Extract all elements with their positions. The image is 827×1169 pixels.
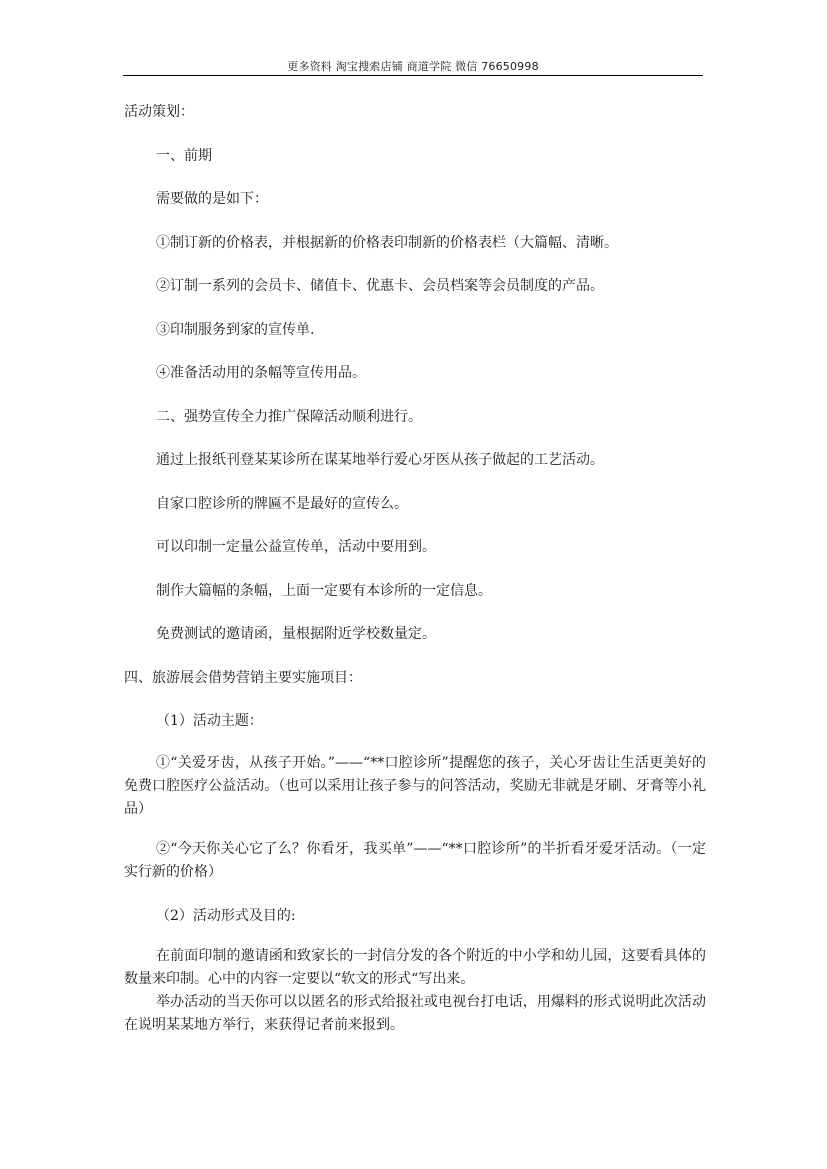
paragraph: 可以印制一定量公益宣传单，活动中要用到。 bbox=[156, 539, 436, 555]
paragraph: 制作大篇幅的条幅，上面一定要有本诊所的一定信息。 bbox=[156, 583, 492, 599]
section-heading-implementation: 四、旅游展会借势营销主要实施项目： bbox=[124, 670, 362, 686]
paragraph-theme-1: ①“关爱牙齿，从孩子开始。”——“**口腔诊所”提醒您的孩子，关心牙齿让生活更美好的免费口腔医疗公益活动。（也可以采用让孩子参与的问答活动，奖励无非就是牙刷、牙膏等小礼品） bbox=[124, 755, 706, 817]
paragraph: 自家口腔诊所的牌匾不是最好的宣传么。 bbox=[156, 496, 408, 512]
list-item: ①制订新的价格表，并根据新的价格表印制新的价格表栏（大篇幅、清晰。 bbox=[156, 235, 618, 251]
subsection-heading-format: （2）活动形式及目的: bbox=[156, 908, 296, 924]
paragraph-format-2: 举办活动的当天你可以以匿名的形式给报社或电视台打电话，用爆料的形式说明此次活动在说明某某地方举行，来获得记者前来报到。 bbox=[124, 994, 706, 1033]
paragraph: 免费测试的邀请函，量根据附近学校数量定。 bbox=[156, 626, 436, 642]
subsection-heading-theme: （1）活动主题： bbox=[156, 713, 263, 729]
header-divider bbox=[123, 75, 703, 76]
paragraph-format-1: 在前面印制的邀请函和致家长的一封信分发的各个附近的中小学和幼儿园，这要看具体的数量来印制。心中的内容一定要以“软文的形式“写出来。 bbox=[124, 948, 706, 987]
paragraph-theme-2: ②“今天你关心它了么？你看牙，我买单”——“**口腔诊所”的半折看牙爱牙活动。（一定实行新的价格） bbox=[124, 841, 706, 880]
page-header: 更多资料 淘宝搜索店铺 商道学院 微信 76650998 bbox=[287, 60, 539, 73]
section-title-activity-plan: 活动策划： bbox=[124, 104, 194, 120]
list-item: ③印制服务到家的宣传单. bbox=[156, 322, 315, 338]
section-heading-promotion: 二、强势宣传全力推广保障活动顺利进行。 bbox=[156, 409, 422, 425]
list-item: ②订制一系列的会员卡、储值卡、优惠卡、会员档案等会员制度的产品。 bbox=[156, 278, 604, 294]
list-item: ④准备活动用的条幅等宣传用品。 bbox=[156, 365, 366, 381]
section-heading-preparation: 一、前期 bbox=[156, 148, 212, 164]
paragraph: 需要做的是如下： bbox=[156, 191, 268, 207]
paragraph: 通过上报纸刊登某某诊所在谋某地举行爱心牙医从孩子做起的工艺活动。 bbox=[156, 452, 604, 468]
